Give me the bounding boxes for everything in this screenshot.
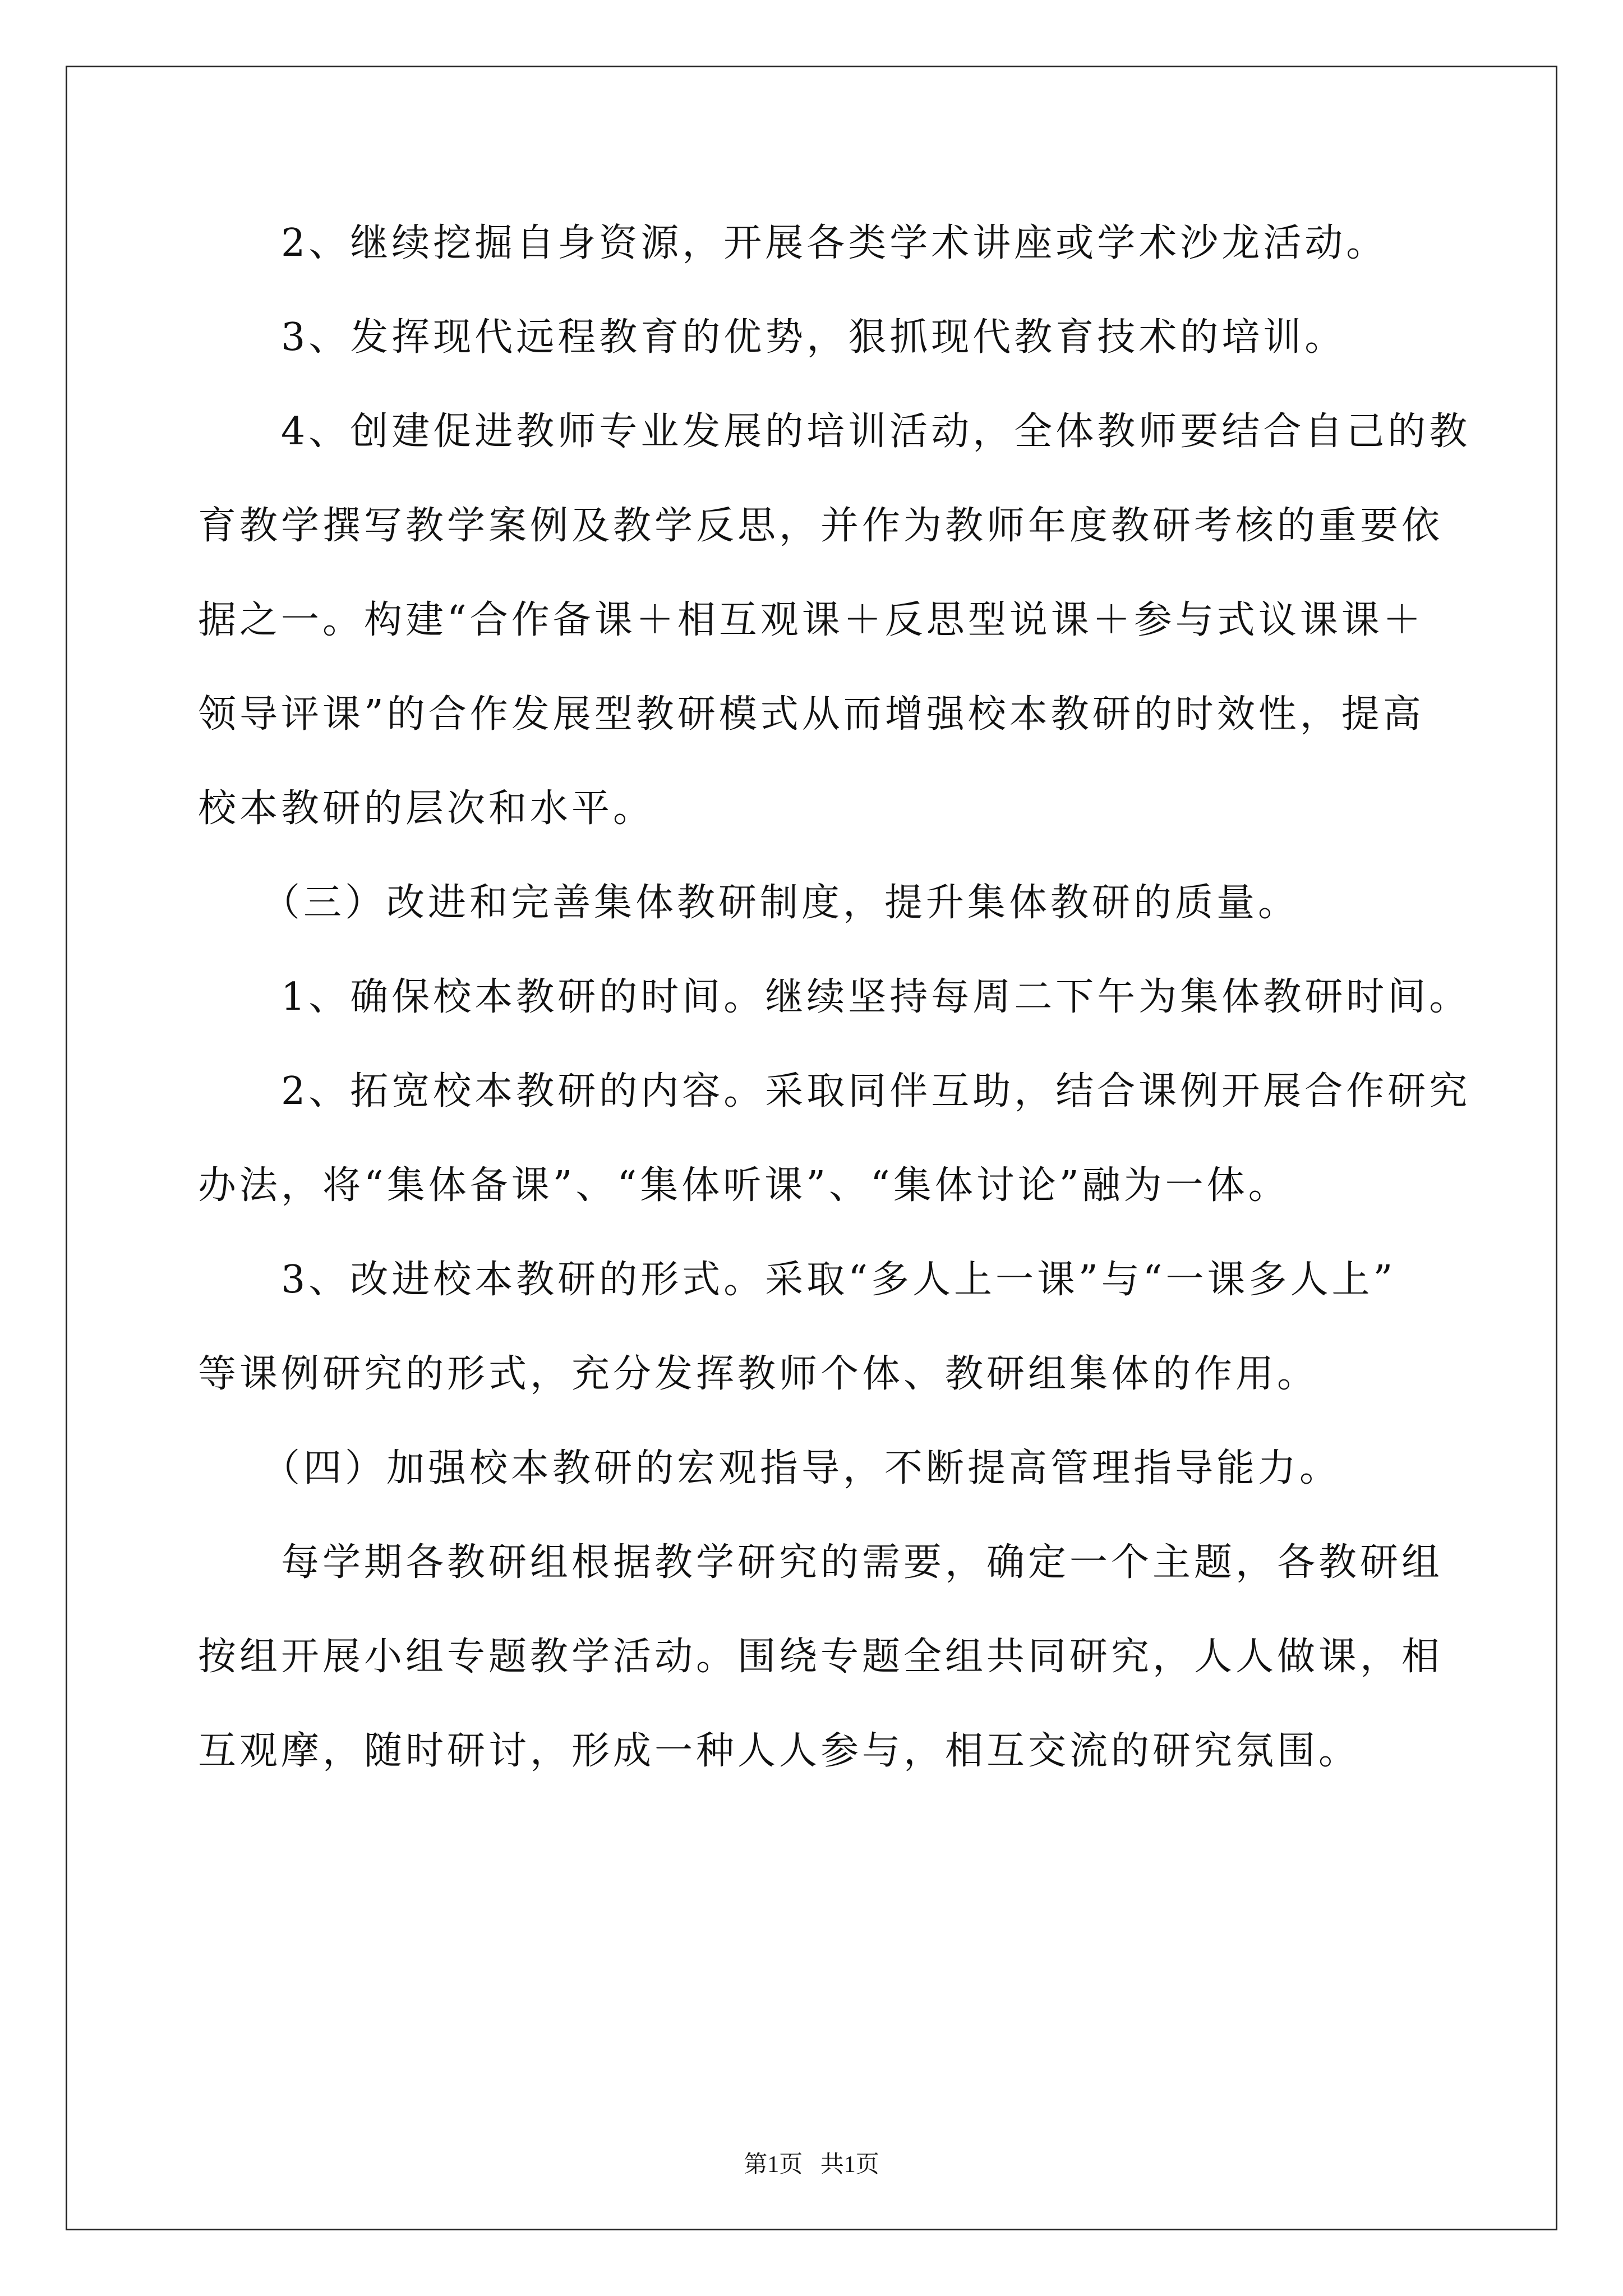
text-line: 3、改进校本教研的形式。采取“多人上一课”与“一课多人上” xyxy=(198,1258,1396,1302)
text-line: 2、继续挖掘自身资源，开展各类学术讲座或学术沙龙活动。 xyxy=(198,221,1388,265)
section-heading: （三）改进和完善集体教研制度，提升集体教研的质量。 xyxy=(198,881,1300,925)
text-line: 互观摩，随时研讨，形成一种人人参与，相互交流的研究氛围。 xyxy=(198,1729,1361,1773)
text-line: 2、拓宽校本教研的内容。采取同伴互助，结合课例开展合作研究 xyxy=(198,1069,1471,1114)
text-line: 育教学撰写教学案例及教学反思，并作为教师年度教研考核的重要依 xyxy=(198,504,1444,548)
text-line: 校本教研的层次和水平。 xyxy=(198,786,655,831)
text-line: 据之一。构建“合作备课＋相互观课＋反思型说课＋参与式议课课＋ xyxy=(198,598,1424,642)
text-line: 等课例研究的形式，充分发挥教师个体、教研组集体的作用。 xyxy=(198,1352,1319,1396)
text-line: 每学期各教研组根据教学研究的需要，确定一个主题，各教研组 xyxy=(198,1540,1444,1585)
text-line: 1、确保校本教研的时间。继续坚持每周二下午为集体教研时间。 xyxy=(198,975,1471,1019)
section-heading: （四）加强校本教研的宏观指导，不断提高管理指导能力。 xyxy=(198,1446,1341,1490)
text-line: 按组开展小组专题教学活动。围绕专题全组共同研究，人人做课，相 xyxy=(198,1635,1444,1679)
text-line: 3、发挥现代远程教育的优势，狠抓现代教育技术的培训。 xyxy=(198,315,1347,360)
text-line: 办法，将“集体备课”、“集体听课”、“集体讨论”融为一体。 xyxy=(198,1163,1290,1208)
page-footer: 第1页 共1页 xyxy=(744,2152,879,2178)
text-line: 4、创建促进教师专业发展的培训活动，全体教师要结合自己的教 xyxy=(198,409,1471,454)
text-line: 领导评课”的合作发展型教研模式从而增强校本教研的时效性，提高 xyxy=(198,692,1424,737)
